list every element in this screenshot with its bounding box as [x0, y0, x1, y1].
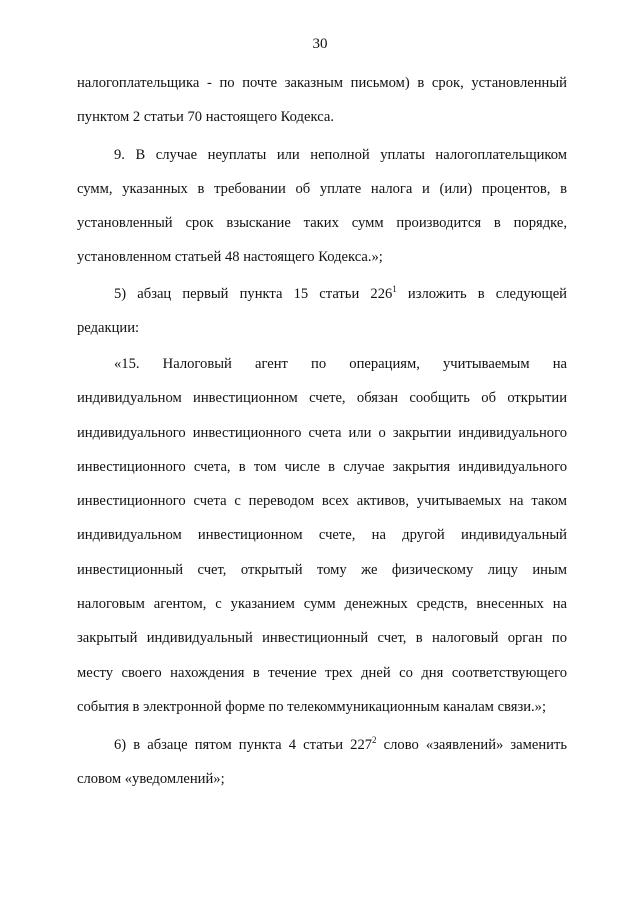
- paragraph-line: сумм, указанных в требовании об уплате налога и (или) процентов, в: [77, 181, 567, 197]
- line-text: 5) абзац первый пункта 15 статьи 226: [114, 286, 393, 302]
- paragraph-line: [114, 285, 567, 303]
- line-text: слово «заявлений» заменить: [376, 737, 567, 753]
- superscript: 2: [372, 735, 377, 746]
- paragraph-line: «15. Налоговый агент по операциям, учитываемым на: [114, 356, 567, 372]
- paragraph-line: установленный срок взыскание таких сумм производится в порядке,: [77, 215, 567, 231]
- paragraph-line: месту своего нахождения в течение трех дней со дня соответствующего: [77, 665, 567, 681]
- superscript: 1: [392, 284, 397, 295]
- paragraph-line: словом «уведомлений»;: [77, 771, 225, 787]
- paragraph-line: [114, 736, 567, 754]
- paragraph-line: закрытый индивидуальный инвестиционный счет, в налоговый орган по: [77, 630, 567, 646]
- line-text: изложить в следующей: [396, 286, 567, 302]
- paragraph-line: инвестиционного счета с переводом всех активов, учитываемых на таком: [77, 493, 567, 509]
- paragraph-line: индивидуальном инвестиционном счете, на другой индивидуальный: [77, 527, 567, 543]
- paragraph-line: инвестиционный счет, открытый тому же физическому лицу иным: [77, 562, 567, 578]
- paragraph-line: пунктом 2 статьи 70 настоящего Кодекса.: [77, 109, 334, 125]
- paragraph-line: события в электронной форме по телекоммуникационным каналам связи.»;: [77, 699, 547, 715]
- line-text: 6) в абзаце пятом пункта 4 статьи 227: [114, 737, 373, 753]
- paragraph-line: редакции:: [77, 320, 140, 336]
- paragraph-line: налогоплательщика - по почте заказным письмом) в срок, установленный: [77, 75, 567, 91]
- paragraph-line: налоговым агентом, с указанием сумм денежных средств, внесенных на: [77, 596, 567, 612]
- paragraph-line: 9. В случае неуплаты или неполной уплаты налогоплательщиком: [114, 147, 567, 163]
- paragraph-line: инвестиционного счета, в том числе в случае закрытия индивидуального: [77, 459, 567, 475]
- paragraph-line: индивидуального инвестиционного счета или о закрытии индивидуального: [77, 425, 567, 441]
- paragraph-line: индивидуальном инвестиционном счете, обязан сообщить об открытии: [77, 390, 567, 406]
- paragraph-line: установленном статьей 48 настоящего Кодекса.»;: [77, 249, 383, 265]
- page-number: 30: [312, 36, 328, 52]
